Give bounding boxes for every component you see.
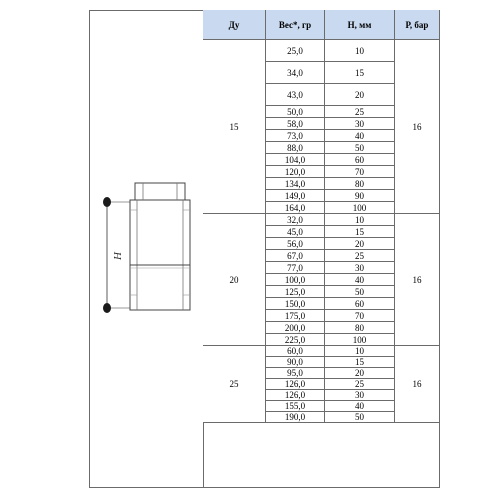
- table-cell-weight: 164,0: [266, 202, 325, 214]
- header-pressure: Р, бар: [395, 10, 440, 40]
- table-cell-weight: 155,0: [266, 401, 325, 412]
- header-weight: Вес*, гр: [266, 10, 325, 40]
- table-cell-h: 80: [325, 178, 395, 190]
- table-cell-du: 20: [203, 214, 266, 346]
- table-cell-weight: 77,0: [266, 262, 325, 274]
- table-cell-h: 10: [325, 40, 395, 62]
- table-cell-h: 100: [325, 334, 395, 346]
- table-cell-h: 30: [325, 118, 395, 130]
- table-cell-weight: 190,0: [266, 412, 325, 423]
- table-cell-weight: 134,0: [266, 178, 325, 190]
- table-cell-h: 25: [325, 379, 395, 390]
- header-du: Ду: [203, 10, 266, 40]
- table-cell-h: 25: [325, 250, 395, 262]
- table-cell-h: 20: [325, 84, 395, 106]
- table-cell-h: 40: [325, 130, 395, 142]
- table-cell-weight: 104,0: [266, 154, 325, 166]
- table-cell-h: 10: [325, 214, 395, 226]
- table-cell-h: 60: [325, 154, 395, 166]
- table-cell-h: 30: [325, 390, 395, 401]
- table-cell-h: 70: [325, 310, 395, 322]
- table-cell-h: 40: [325, 401, 395, 412]
- table-cell-weight: 200,0: [266, 322, 325, 334]
- table-cell-du: 25: [203, 346, 266, 423]
- table-cell-weight: 95,0: [266, 368, 325, 379]
- dimension-label: H: [112, 252, 124, 260]
- table-cell-h: 15: [325, 357, 395, 368]
- table-cell-weight: 125,0: [266, 286, 325, 298]
- table-cell-h: 20: [325, 368, 395, 379]
- table-cell-h: 50: [325, 412, 395, 423]
- table-cell-weight: 58,0: [266, 118, 325, 130]
- table-cell-weight: 25,0: [266, 40, 325, 62]
- table-cell-weight: 60,0: [266, 346, 325, 357]
- header-h: Н, мм: [325, 10, 395, 40]
- table-cell-weight: 50,0: [266, 106, 325, 118]
- table-cell-weight: 90,0: [266, 357, 325, 368]
- table-cell-weight: 150,0: [266, 298, 325, 310]
- fitting-drawing: [95, 180, 205, 320]
- table-cell-weight: 120,0: [266, 166, 325, 178]
- table-cell-weight: 43,0: [266, 84, 325, 106]
- extension-fitting-icon: [95, 180, 205, 320]
- table-cell-du: 15: [203, 40, 266, 214]
- table-cell-weight: 225,0: [266, 334, 325, 346]
- table-cell-h: 80: [325, 322, 395, 334]
- table-cell-pressure: 16: [395, 40, 440, 214]
- table-cell-weight: 126,0: [266, 379, 325, 390]
- table-cell-h: 50: [325, 142, 395, 154]
- table-cell-weight: 34,0: [266, 62, 325, 84]
- table-cell-h: 90: [325, 190, 395, 202]
- table-cell-weight: 45,0: [266, 226, 325, 238]
- table-cell-weight: 73,0: [266, 130, 325, 142]
- table-cell-weight: 88,0: [266, 142, 325, 154]
- table-cell-h: 60: [325, 298, 395, 310]
- table-cell-h: 40: [325, 274, 395, 286]
- table-cell-weight: 67,0: [266, 250, 325, 262]
- table-cell-weight: 32,0: [266, 214, 325, 226]
- table-cell-weight: 100,0: [266, 274, 325, 286]
- table-cell-h: 70: [325, 166, 395, 178]
- table-cell-h: 15: [325, 226, 395, 238]
- table-cell-weight: 149,0: [266, 190, 325, 202]
- table-cell-weight: 126,0: [266, 390, 325, 401]
- table-cell-h: 30: [325, 262, 395, 274]
- table-cell-h: 100: [325, 202, 395, 214]
- table-cell-weight: 56,0: [266, 238, 325, 250]
- table-cell-pressure: 16: [395, 346, 440, 423]
- table-cell-h: 50: [325, 286, 395, 298]
- table-cell-h: 25: [325, 106, 395, 118]
- table-cell-weight: 175,0: [266, 310, 325, 322]
- table-cell-h: 15: [325, 62, 395, 84]
- table-cell-pressure: 16: [395, 214, 440, 346]
- table-cell-h: 20: [325, 238, 395, 250]
- table-cell-h: 10: [325, 346, 395, 357]
